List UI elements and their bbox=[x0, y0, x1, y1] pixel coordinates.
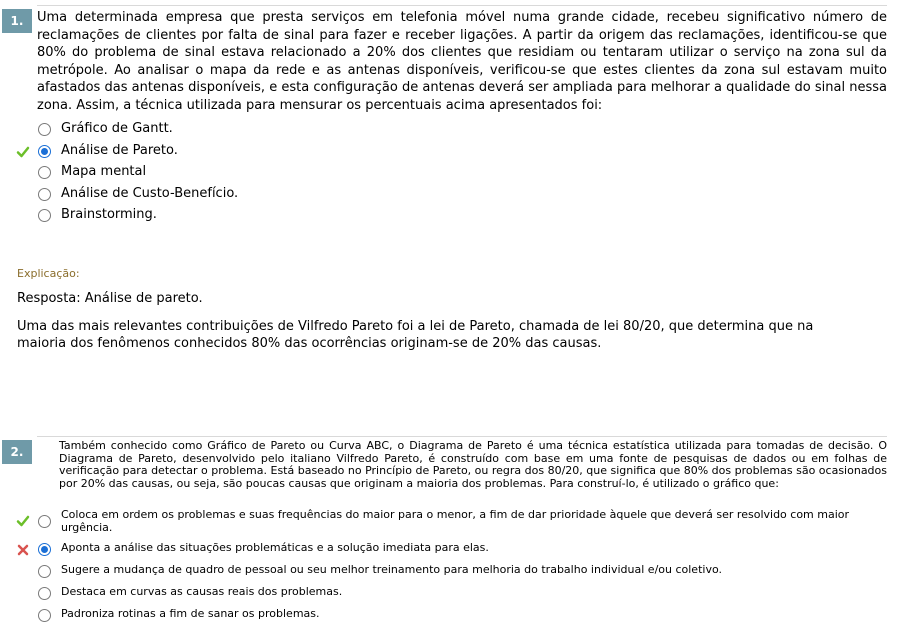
q2-option-1[interactable] bbox=[38, 509, 881, 534]
q2-option-5-label[interactable]: Padroniza rotinas a fim de sanar os problemas. bbox=[61, 607, 320, 620]
q2-option-3-radio[interactable] bbox=[38, 565, 51, 578]
check-icon bbox=[16, 514, 30, 528]
q2-option-5-radio[interactable] bbox=[38, 609, 51, 622]
q1-number-badge: 1. bbox=[2, 9, 32, 33]
q2-option-2[interactable] bbox=[38, 542, 881, 556]
q1-option-5[interactable] bbox=[38, 207, 238, 229]
q1-option-2[interactable] bbox=[38, 143, 238, 165]
q2-top-divider bbox=[37, 436, 887, 437]
q1-option-5-radio[interactable] bbox=[38, 209, 51, 222]
q1-option-1-radio[interactable] bbox=[38, 123, 51, 136]
q2-option-4[interactable] bbox=[38, 586, 881, 600]
q1-option-1-label[interactable]: Gráfico de Gantt. bbox=[61, 121, 173, 136]
explanation-body: Uma das mais relevantes contribuições de Vilfredo Pareto foi a lei de Pareto, chamada de lei 80/20, que determina que na maioria dos fenômenos conhecidos 80% das ocorrências originam-se de 20% das causas. bbox=[17, 319, 814, 351]
q2-option-2-radio[interactable] bbox=[38, 543, 51, 556]
q2-option-1-radio[interactable] bbox=[38, 515, 51, 528]
check-icon bbox=[16, 145, 30, 159]
q2-option-3[interactable] bbox=[38, 564, 881, 578]
q1-option-3-label[interactable]: Mapa mental bbox=[61, 164, 147, 180]
q1-option-2-radio[interactable] bbox=[38, 145, 51, 158]
q1-option-3-radio[interactable] bbox=[38, 166, 51, 179]
q1-option-5-label[interactable]: Brainstorming. bbox=[61, 207, 157, 223]
q1-option-2-label[interactable]: Análise de Pareto. bbox=[61, 142, 178, 158]
q2-option-3-label[interactable]: Sugere a mudança de quadro de pessoal ou seu melhor treinamento para melhoria do trabalho individual e/ou coletivo. bbox=[61, 563, 722, 576]
q1-option-4-radio[interactable] bbox=[38, 188, 51, 201]
q2-number-badge: 2. bbox=[2, 440, 32, 464]
q1-option-1[interactable] bbox=[38, 121, 238, 143]
cross-icon bbox=[16, 543, 30, 557]
q2-option-4-label[interactable]: Destaca em curvas as causas reais dos problemas. bbox=[61, 585, 343, 598]
q1-text: Uma determinada empresa que presta serviços em telefonia móvel numa grande cidade, recebeu significativo número de reclamações de clientes por falta de sinal para fazer e receber ligações. A partir da origem das reclamações, identificou-se que 80% do problema de sinal estava relacionado a 20% dos clientes que residiam ou tentaram utilizar o serviço na zona sul da metrópole. Ao analisar o mapa da rede e as antenas disponíveis, verificou-se que estes clientes da zona sul estavam muito afastados das antenas disponíveis, e esta configuração de antenas deverá ser ampliada para melhorar a qualidade do sinal nessa zona. Assim, a técnica utilizada para mensurar os percentuais acima apresentados foi: bbox=[37, 10, 887, 113]
q2-text: Também conhecido como Gráfico de Pareto ou Curva ABC, o Diagrama de Pareto é uma técnica estatística utilizada para tomadas de decisão. O Diagrama de Pareto, desenvolvido pelo italiano Vilfredo Pareto, é construído com base em uma fonte de pesquisas de dados ou em folhas de verificação para detectar o problema. Está baseado no Princípio de Pareto, ou regra dos 80/20, que significa que 80% dos problemas são ocasionados por 20% das causas, ou seja, são poucas causas que originam a maioria dos problemas. Para construí-lo, é utilizado o gráfico que: bbox=[59, 439, 887, 490]
q2-option-4-radio[interactable] bbox=[38, 587, 51, 600]
q1-option-3[interactable] bbox=[38, 164, 238, 186]
explanation-answer: Resposta: Análise de pareto. bbox=[17, 291, 203, 306]
q1-top-divider bbox=[37, 5, 887, 6]
explanation-title: Explicação: bbox=[17, 267, 80, 280]
q2-option-5[interactable] bbox=[38, 608, 881, 622]
q2-options bbox=[38, 509, 881, 630]
q2-option-2-label[interactable]: Aponta a análise das situações problemáticas e a solução imediata para elas. bbox=[61, 541, 489, 554]
q1-options bbox=[38, 121, 238, 229]
q1-option-4-label[interactable]: Análise de Custo-Benefício. bbox=[61, 185, 239, 201]
q1-option-4[interactable] bbox=[38, 186, 238, 208]
q2-option-1-label[interactable]: Coloca em ordem os problemas e suas frequências do maior para o menor, a fim de dar prioridade àquele que deverá ser resolvido com maior urgência. bbox=[61, 508, 850, 534]
